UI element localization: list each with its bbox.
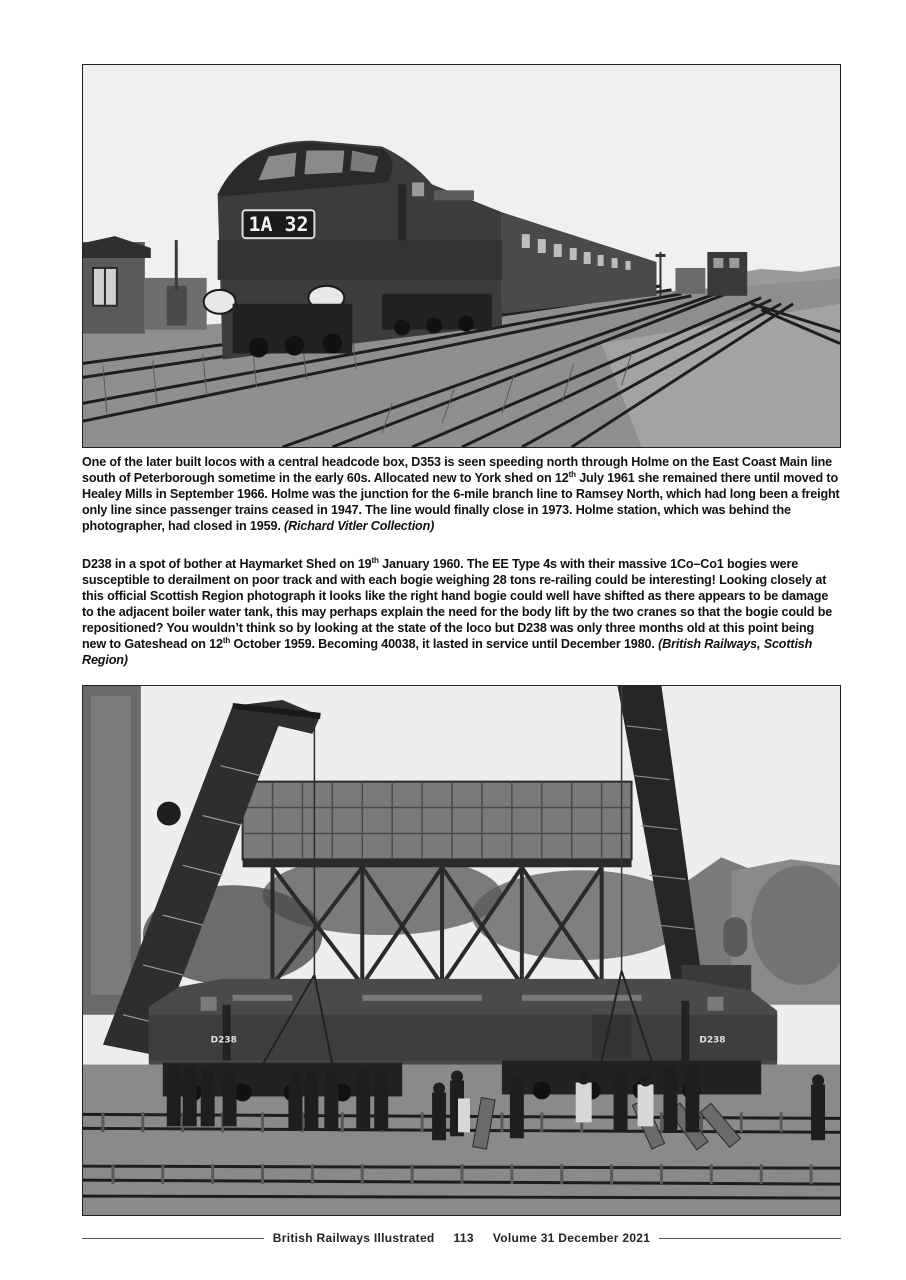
caption-2-sup-b: th (222, 635, 231, 645)
headcode-text: 1A 32 (248, 213, 309, 237)
footer-rule-right (659, 1238, 841, 1239)
caption-2-text-a: D238 in a spot of bother at Haymarket Shed on 19 (82, 557, 372, 571)
photo-d353-holme (82, 64, 841, 448)
photo-d353-illustration (83, 65, 840, 447)
caption-2-credit: (British Railways, Scottish Region) (82, 637, 813, 667)
caption-2-text-b: January 1960. The EE Type 4s with their massive 1Co–Co1 bogies were susceptible to derailment on poor track and with each bogie weighing 28 tons re-railing could be interesting! Looking closely at this official Scottish Region photograph it looks like the right hand bogie could well have shifted as there appears to be damage to the adjacent boiler water tank, this may perhaps explain the need for the body lift by the two cranes so that the bogie could be repositioned? You wouldn’t think so by looking at the state of the loco but D238 was only three months old at this point being new to Gateshead on 12 (82, 557, 833, 651)
lamp-left (204, 290, 236, 314)
photo-d238-illustration (83, 686, 840, 1215)
caption-1-text-a: One of the later built locos with a central headcode box, D353 is seen speeding north through Holme on the East Coast Main line south of Peterborough sometime in the early 60s. Allocated new to York shed on 12 (82, 455, 832, 485)
caption-1-sup-a: th (568, 469, 576, 479)
loco-number-left: D238 (210, 1035, 237, 1046)
footer-publication: British Railways Illustrated (272, 1231, 435, 1245)
footer-page-number: 113 (453, 1231, 474, 1245)
caption-2-sup-a: th (371, 555, 379, 565)
caption-1-text-b: July 1961 she remained there until moved to Healey Mills in September 1966. Holme was the junction for the 6-mile branch line to Ramsey North, which had long been a freight only line since passenger trains ceased in 1947. The line would finally close in 1973. Holme station, which was behind the photographer, had closed in 1959. (82, 471, 840, 533)
photo-d238-haymarket (82, 685, 841, 1216)
cab-window-right (304, 151, 344, 175)
water-tank (243, 782, 632, 860)
caption-1-credit: (Richard Vitler Collection) (284, 519, 435, 533)
footer-rule-left (82, 1238, 264, 1239)
caption-d238 (82, 556, 841, 668)
page-footer (82, 1229, 841, 1247)
footer-issue: Volume 31 December 2021 (492, 1231, 651, 1245)
caption-2-text-c: October 1959. Becoming 40038, it lasted in service until December 1980. (230, 637, 659, 651)
loco-number-right: D238 (699, 1035, 726, 1046)
caption-d353 (82, 454, 841, 534)
